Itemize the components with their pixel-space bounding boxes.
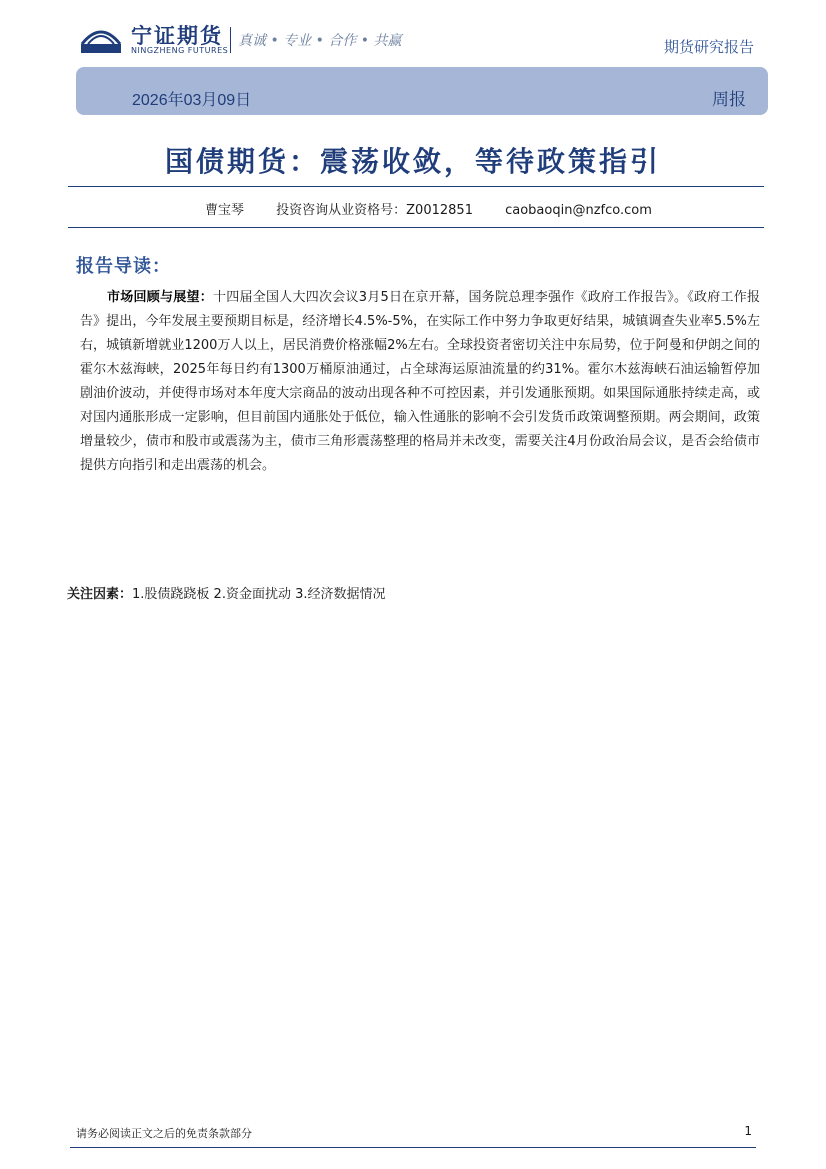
market-review-text: 十四届全国人大四次会议3月5日在京开幕，国务院总理李强作《政府工作报告》。《政府工作报告》提出，今年发展主要预期目标是，经济增长4.5%-5%，在实际工作中努力争取更好结果，城镇调查失业率5.5%左右，城镇新增就业1200万人以上，居民消费价格涨幅2%左右。全球投资者密切关注中东局势，位于阿曼和伊朗之间的霍尔木兹海峡，2025年每日约有1300万桶原油通过，占全球海运原油流量的约31%。霍尔木兹海峡石油运输暂停加剧油价波动，并使得市场对本年度大宗商品的波动出现各种不可控因素，并引发通胀预期。如果国际通胀持续走高，或对国内通胀形成一定影响，但目前国内通胀处于低位，输入性通胀的影响不会引发货币政策调整预期。两会期间，政策增量较少，债市和股市或震荡为主，债市三角形震荡整理的格局并未改变，需要关注4月份政治局会议，是否会给债市提供方向指引和走出震荡的机会。: [80, 290, 760, 473]
market-review-label: 市场回顾与展望：: [107, 290, 213, 305]
footer-rule: [70, 1147, 756, 1148]
focus-label: 关注因素：: [67, 587, 133, 602]
company-name-en: NINGZHENG FUTURES: [131, 46, 229, 55]
header-divider: [230, 27, 231, 53]
company-name-cn: 宁证期货: [131, 24, 223, 48]
focus-items: 1.股债跷跷板 2.资金面扰动 3.经济数据情况: [132, 587, 386, 602]
market-review-paragraph: [80, 286, 760, 478]
focus-factors: [67, 583, 386, 602]
author-email[interactable]: caobaoqin@nzfco.com: [505, 203, 652, 218]
author-line: [205, 199, 680, 218]
report-date: 2026年03月09日: [132, 92, 252, 109]
company-logo-icon: [80, 24, 122, 54]
author-license: 投资咨询从业资格号：Z0012851: [276, 203, 473, 218]
report-category: 期货研究报告: [663, 38, 754, 56]
disclaimer-note: 请务必阅读正文之后的免责条款部分: [76, 1127, 252, 1140]
author-name: 曹宝琴: [205, 203, 245, 218]
report-kind: 周报: [712, 90, 746, 110]
section-heading: 报告导读：: [76, 256, 171, 277]
company-slogan: 真诚 • 专业 • 合作 • 共赢: [238, 33, 402, 49]
author-rule: [68, 227, 764, 228]
date-banner: [76, 67, 768, 115]
page-number: 1: [744, 1124, 752, 1138]
page-title: 国债期货：震荡收敛，等待政策指引: [164, 145, 661, 178]
title-rule: [68, 186, 764, 187]
